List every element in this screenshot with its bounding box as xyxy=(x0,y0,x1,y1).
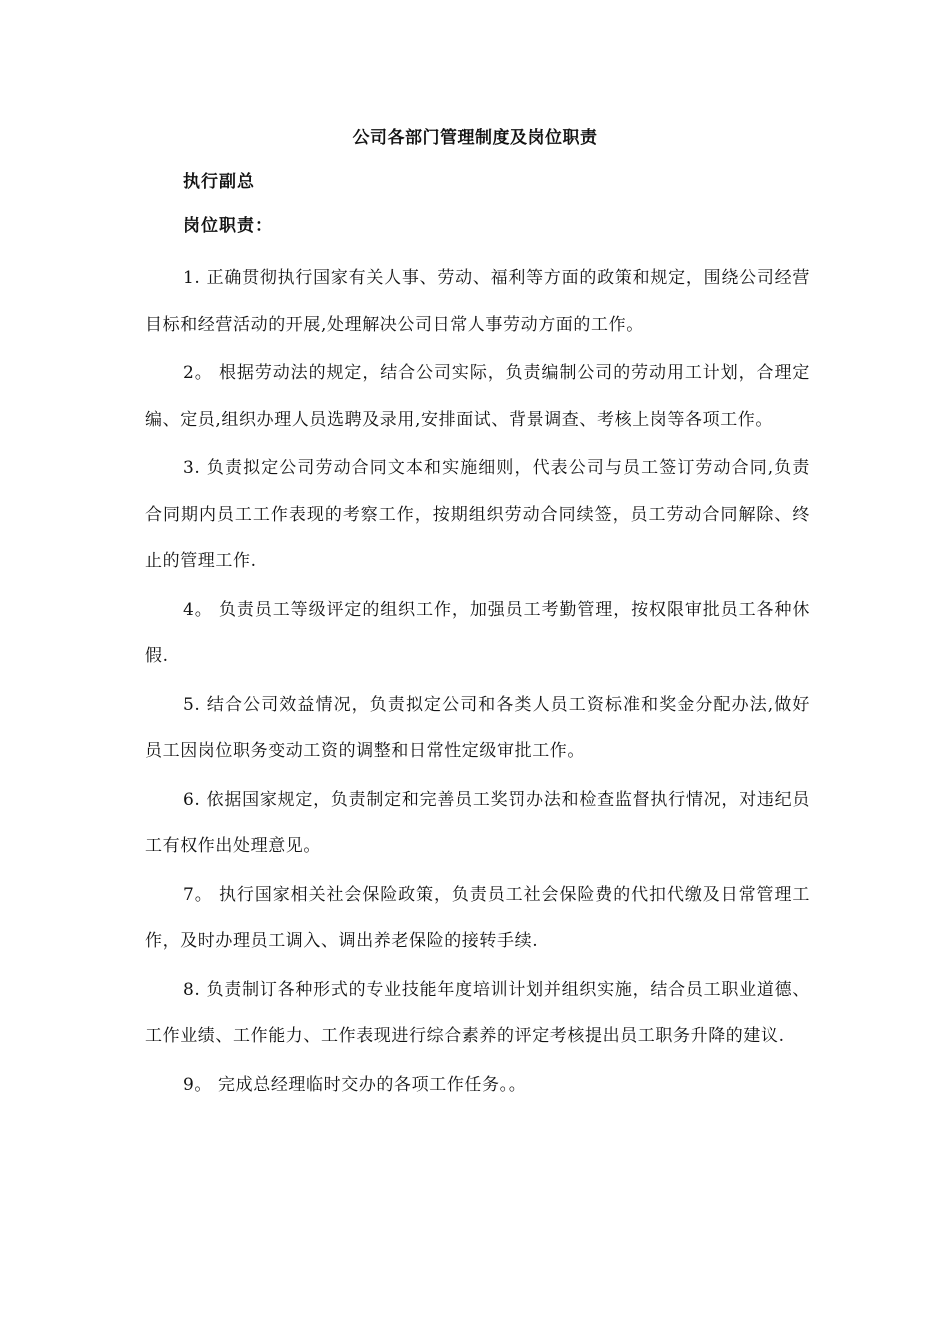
duty-item-6: 6. 依据国家规定，负责制定和完善员工奖罚办法和检查监督执行情况，对违纪员工有权作出处理意见。 xyxy=(145,789,810,856)
duties-list xyxy=(145,255,810,1110)
role-heading: 执行副总 xyxy=(183,172,255,192)
duties-heading: 岗位职责： xyxy=(183,216,273,236)
duty-item-7: 7。 执行国家相关社会保险政策，负责员工社会保险费的代扣代缴及日常管理工作，及时办理员工调入、调出养老保险的接转手续. xyxy=(145,884,810,951)
duty-item-8: 8. 负责制订各种形式的专业技能年度培训计划并组织实施，结合员工职业道德、工作业绩、工作能力、工作表现进行综合素养的评定考核提出员工职务升降的建议. xyxy=(145,979,810,1046)
duty-item-2: 2。 根据劳动法的规定，结合公司实际，负责编制公司的劳动用工计划，合理定编、定员,组织办理人员选聘及录用,安排面试、背景调查、考核上岗等各项工作。 xyxy=(145,363,810,430)
duty-item-4: 4。 负责员工等级评定的组织工作，加强员工考勤管理，按权限审批员工各种休假. xyxy=(145,599,810,666)
duty-item-5: 5. 结合公司效益情况，负责拟定公司和各类人员工资标准和奖金分配办法,做好员工因岗位职务变动工资的调整和日常性定级审批工作。 xyxy=(145,694,810,761)
duty-item-9: 9。 完成总经理临时交办的各项工作任务。。 xyxy=(183,1074,527,1095)
document-title: 公司各部门管理制度及岗位职责 xyxy=(352,128,598,148)
duty-item-1: 1. 正确贯彻执行国家有关人事、劳动、福利等方面的政策和规定，围绕公司经营目标和经营活动的开展,处理解决公司日常人事劳动方面的工作。 xyxy=(145,268,810,335)
duty-item-3: 3. 负责拟定公司劳动合同文本和实施细则，代表公司与员工签订劳动合同,负责合同期内员工工作表现的考察工作，按期组织劳动合同续签，员工劳动合同解除、终止的管理工作. xyxy=(145,458,810,571)
